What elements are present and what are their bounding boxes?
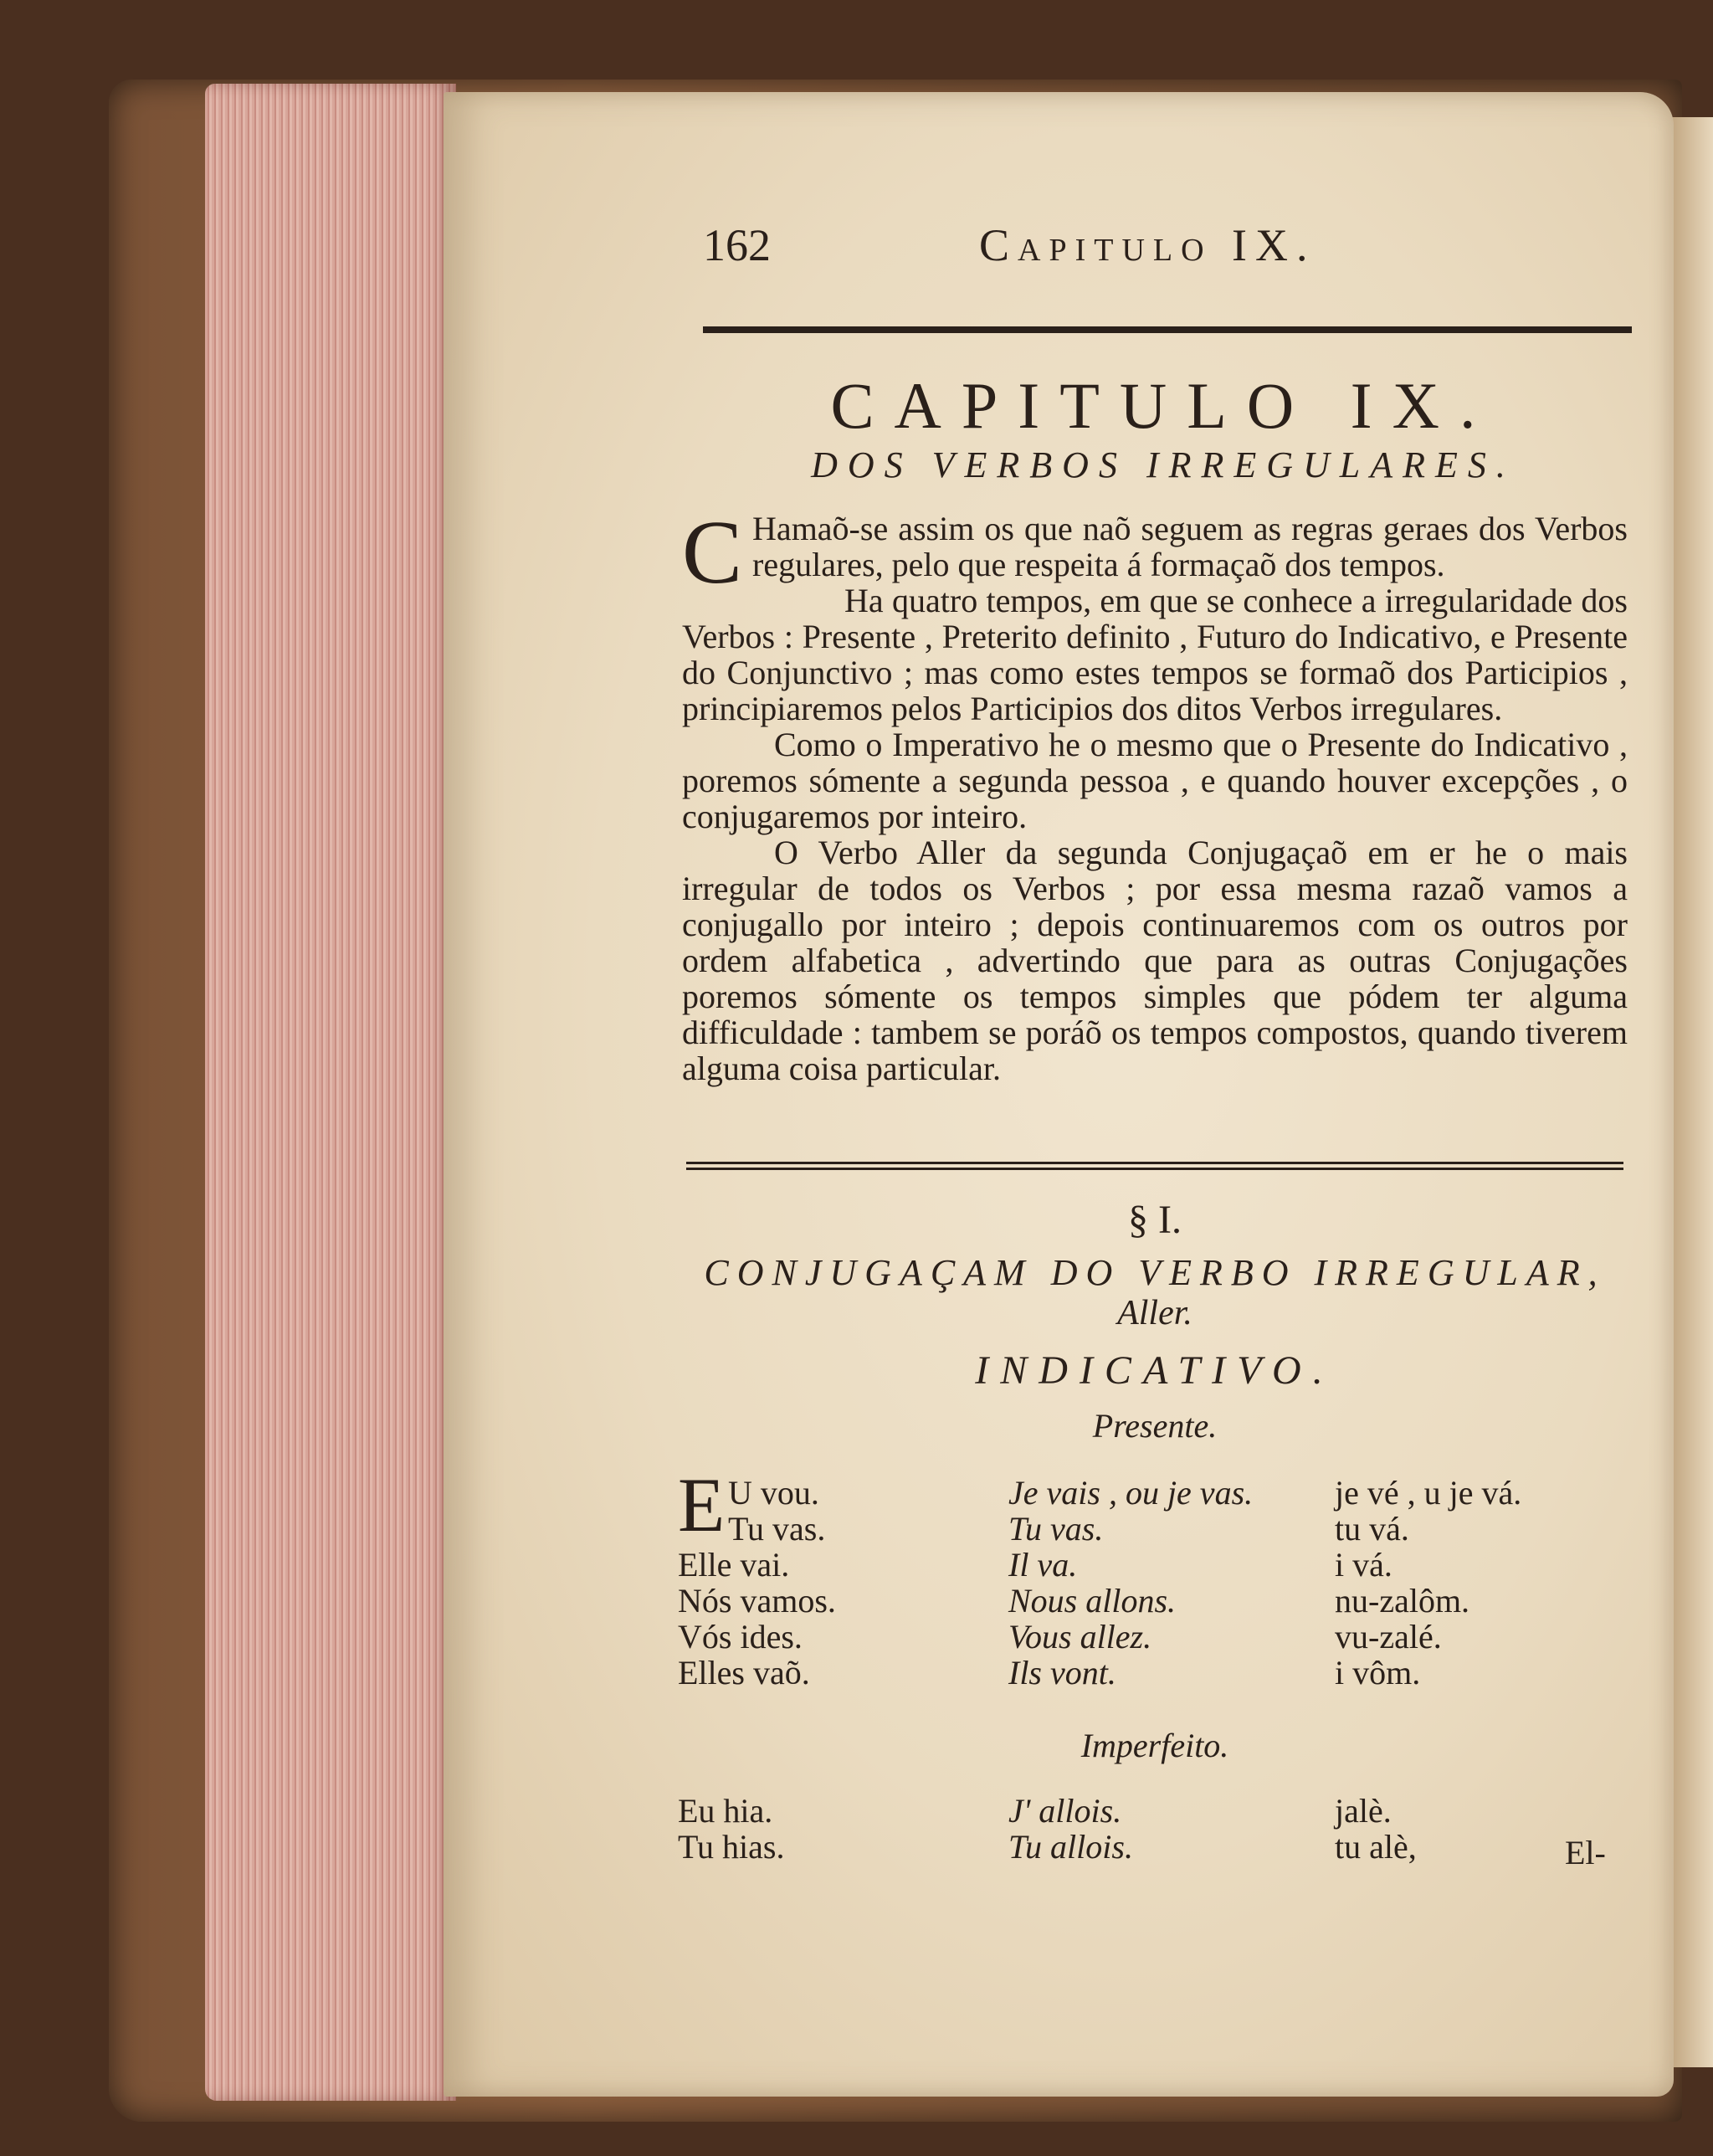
chapter-body: [682, 503, 1628, 1087]
paragraph: O Verbo Aller da segunda Conjugaçaõ em er he o mais irregular de todos os Verbos ; por essa mesma razaõ vamos a conjugallo por inteiro ; depois continuaremos com os outros por ordem alfabetica , advertindo que para as outras Conjugações poremos sómente os tempos simples que pódem ter alguma difficuldade : tambem se poráõ os tempos compostos, quando tiverem alguma coisa particular.: [682, 834, 1628, 1087]
paragraph: Como o Imperativo he o mesmo que o Presente do Indicativo , poremos sómente a segunda pessoa , e quando houver excepções , o conjugaremos por inteiro.: [682, 726, 1628, 835]
paragraph: C Hamaõ-se assim os que naõ seguem as regras geraes dos Verbos regulares, pelo que respeita á formaçaõ dos tempos.: [682, 503, 1628, 603]
catchword: El-: [1565, 1834, 1606, 1871]
drop-cap: C: [682, 503, 743, 603]
page-edges: [205, 84, 456, 2101]
section-verb: Aller.: [1117, 1294, 1192, 1332]
mood-heading: INDICATIVO.: [975, 1348, 1335, 1393]
head-rule: [703, 326, 1632, 333]
running-head: [678, 219, 1615, 278]
running-title: Capitulo IX.: [979, 220, 1316, 270]
book-photo: 162 Capitulo IX. CAPITULO IX. DOS VERBOS IRREGULARES. C Hamaõ-se assim os que naõ seguem as regras geraes dos Verbos regulares, pelo que respeita á formaçaõ dos tempos. Ha quatro tempos, em que se conhece a irregularidade dos Verbos : Presente , Preterito definito , Futuro do Indicativo, e Presente do Conjunctivo ; mas como estes tempos se formaõ dos Participios , principiaremos pelos Participios dos ditos Verbos irregulares. Como o Imperativo he o mesmo que o Presente do Indicativo , poremos sómente a segunda pessoa , e quando houver excepções , o conjugaremos por inteiro. O Verbo Aller da segunda Conjugaçaõ em er he o mais irregular de todos os Verbos ; por essa mesma razaõ vamos a conjugallo por inteiro ; depois continuaremos com os outros por ordem alfabetica , advertindo que para as outras Conjugações poremos sómente os tempos simples que pódem ter alguma difficuldade : tambem se poráõ os tempos compostos, quando tiverem alguma coisa particular. § I. CONJUGAÇAM DO VERBO IRREGULAR, Aller. INDICATIVO. Presente. E U vou. Je vais , ou je vas. je vé , u je vá. Tu vas. Tu vas. tu vá. Elle vai. Il va. i vá. Nós vamos. Nous allons. nu-zalôm. Vós ides. Vous allez. vu-zalé. Elles vaõ. Ils vont. i vôm. Imperfeito. Eu hia. J' allois. jalè. Tu hias. Tu allois. tu alè, El-: [0, 0, 1713, 2156]
tense-heading: Imperfeito.: [1080, 1727, 1229, 1764]
section-rule: [686, 1168, 1623, 1170]
section-rule: [686, 1162, 1623, 1164]
page-number: 162: [703, 220, 771, 270]
section-number: § I.: [1128, 1198, 1182, 1242]
section-title: CONJUGAÇAM DO VERBO IRREGULAR,: [704, 1252, 1606, 1293]
chapter-subtitle: DOS VERBOS IRREGULARES.: [811, 444, 1516, 485]
chapter-title: CAPITULO IX.: [830, 369, 1496, 442]
paragraph: Ha quatro tempos, em que se conhece a irregularidade dos Verbos : Presente , Preterito definito , Futuro do Indicativo, e Presente do Conjunctivo ; mas como estes tempos se formaõ dos Participios , principiaremos pelos Participios dos ditos Verbos irregulares.: [682, 582, 1628, 727]
tense-heading: Presente.: [1092, 1407, 1218, 1445]
drop-cap: E: [678, 1462, 726, 1548]
